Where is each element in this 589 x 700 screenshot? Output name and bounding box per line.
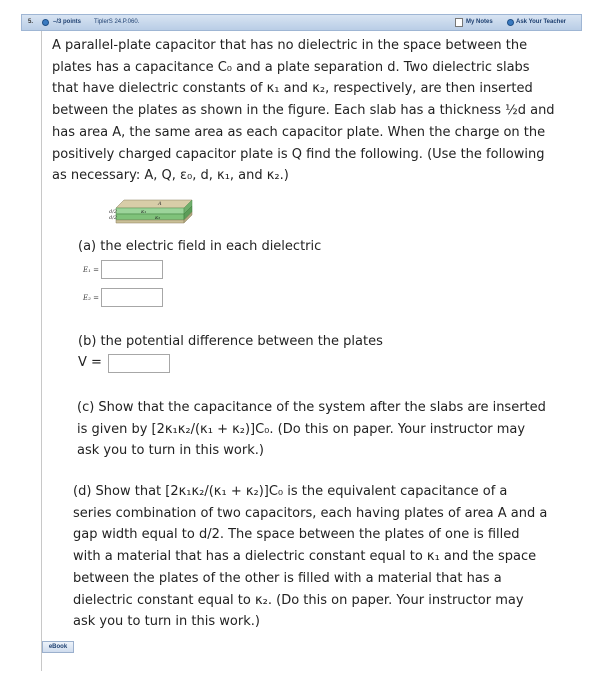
my-notes-button[interactable]: My Notes	[466, 19, 493, 25]
part-d-line: gap width equal to d/2. The space between the plates of one is filled	[73, 527, 520, 543]
capacitor-figure	[110, 194, 200, 234]
e2-label: E₂ =	[83, 294, 100, 302]
ebook-button[interactable]: eBook	[42, 641, 74, 653]
e2-input[interactable]	[101, 288, 163, 307]
part-a-prompt: (a) the electric field in each dielectric	[78, 239, 322, 254]
status-dot-icon	[42, 19, 49, 26]
problem-statement	[52, 35, 577, 187]
question-header	[21, 14, 582, 31]
problem-line: between the plates as shown in the figure. Each slab has a thickness ½d and	[52, 103, 555, 119]
part-c-line: ask you to turn in this work.)	[77, 443, 264, 459]
question-number: 5.	[28, 19, 34, 25]
slab-kappa2	[116, 214, 184, 220]
part-d-line: with a material that has a dielectric constant equal to κ₁ and the space	[73, 549, 537, 565]
part-b-prompt: (b) the potential difference between the plates	[78, 334, 383, 349]
points-label: –/3 points	[53, 19, 82, 25]
v-label: V =	[78, 355, 102, 370]
part-c-line: is given by [2κ₁κ₂/(κ₁ + κ₂)]C₀. (Do this on paper. Your instructor may	[77, 421, 526, 437]
d-half-top-label: d/2	[109, 209, 118, 215]
e1-label: E₁ =	[83, 266, 100, 274]
plus-dot-icon	[507, 19, 514, 26]
part-d-line: between the plates of the other is filled with a material that has a	[73, 570, 502, 586]
part-c-text	[77, 397, 582, 462]
source-label: TiplerS 24.P.060.	[94, 19, 140, 25]
part-d-line: dielectric constant equal to κ₂. (Do this on paper. Your instructor may	[73, 592, 524, 608]
e1-input[interactable]	[101, 260, 163, 279]
d-half-bottom-label: d/2	[109, 215, 118, 221]
area-label: A	[158, 201, 162, 207]
v-input[interactable]	[108, 354, 170, 373]
problem-line: has area A, the same area as each capacitor plate. When the charge on the	[52, 124, 546, 140]
bottom-plate	[116, 220, 184, 223]
problem-line: plates has a capacitance C₀ and a plate separation d. Two dielectric slabs	[52, 59, 530, 75]
part-c-line: (c) Show that the capacitance of the system after the slabs are inserted	[77, 400, 546, 415]
problem-line: as necessary: A, Q, ε₀, d, κ₁, and κ₂.)	[52, 168, 289, 184]
notepad-icon[interactable]	[455, 18, 463, 27]
part-d-line: series combination of two capacitors, each having plates of area A and a	[73, 505, 548, 521]
problem-line: A parallel-plate capacitor that has no dielectric in the space between the	[52, 38, 528, 53]
part-d-text	[73, 481, 582, 633]
kappa2-label: κ₂	[155, 215, 161, 221]
kappa1-label: κ₁	[141, 209, 147, 215]
problem-line: positively charged capacitor plate is Q find the following. (Use the following	[52, 146, 545, 162]
top-plate	[116, 200, 192, 208]
ask-teacher-button[interactable]: Ask Your Teacher	[516, 19, 567, 25]
part-d-line: (d) Show that [2κ₁κ₂/(κ₁ + κ₂)]C₀ is the equivalent capacitance of a	[73, 484, 508, 499]
slab-kappa1	[116, 208, 184, 214]
part-d-line: ask you to turn in this work.)	[73, 614, 260, 630]
problem-line: that have dielectric constants of κ₁ and κ₂, respectively, are then inserted	[52, 81, 533, 97]
